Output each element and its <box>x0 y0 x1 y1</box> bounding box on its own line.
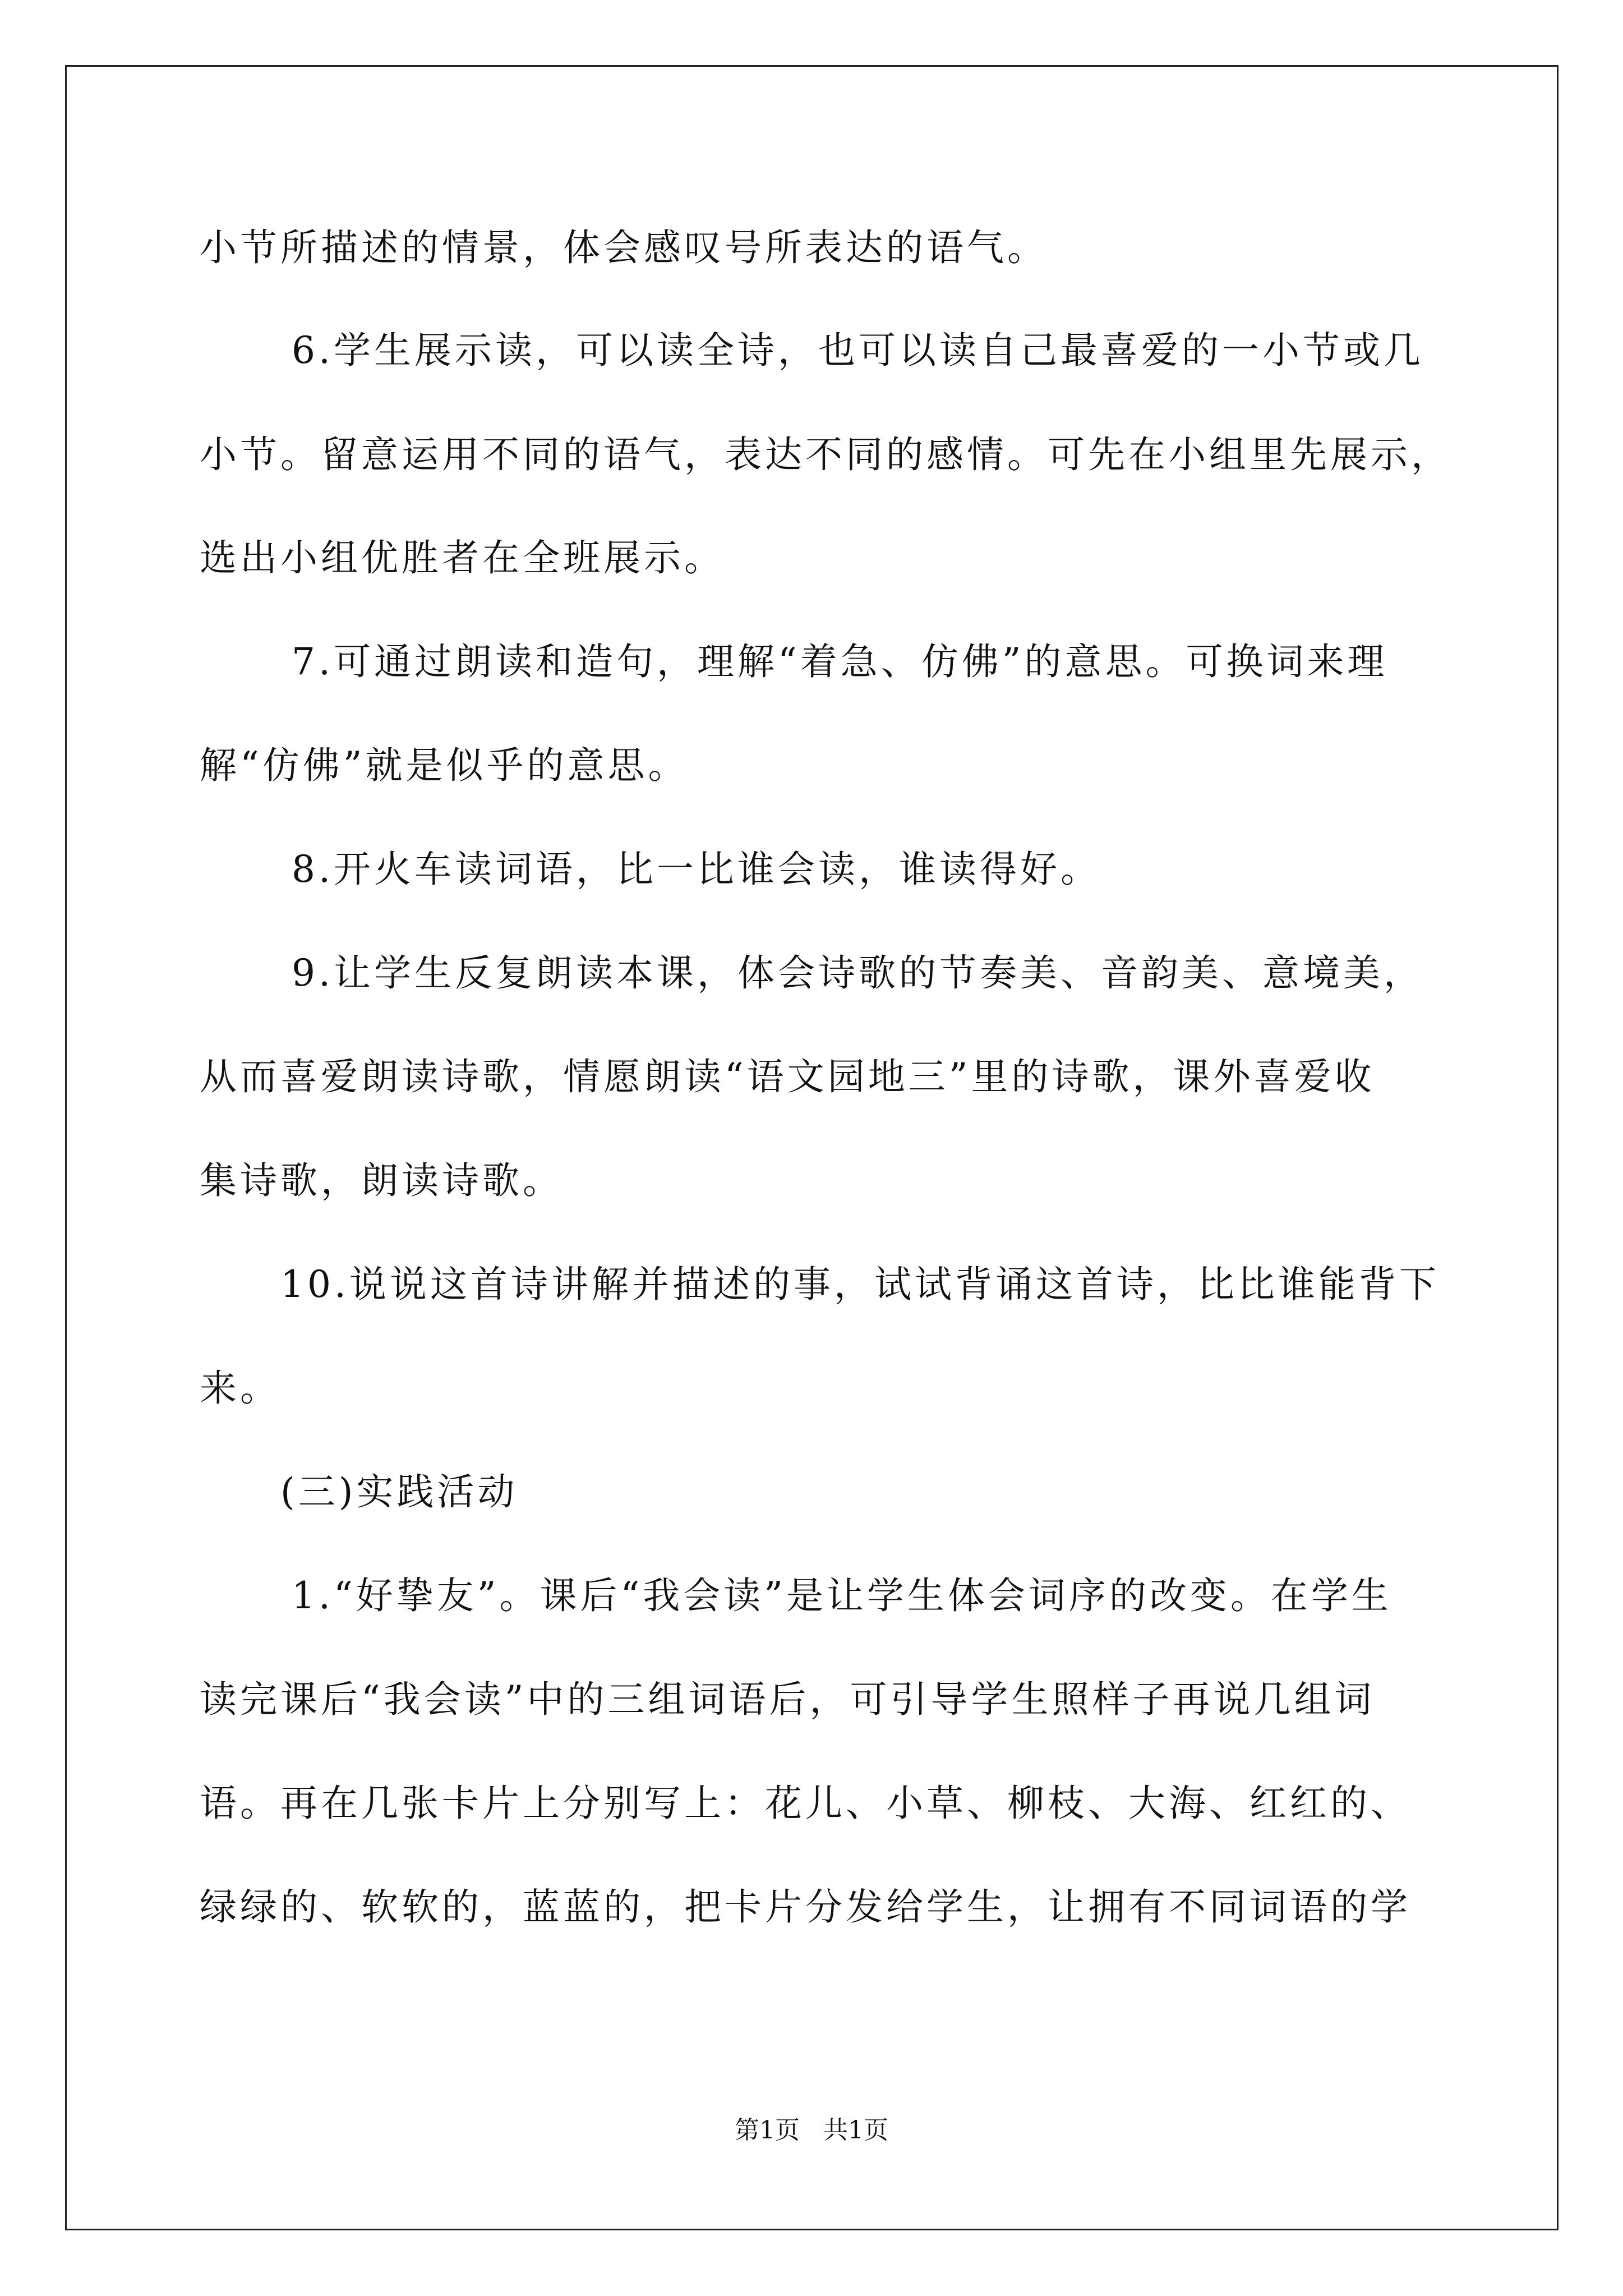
text-line: 1.“好挚友”。课后“我会读”是让学生体会词序的改变。在学生 <box>292 1574 1392 1617</box>
text-line: 绿绿的、软软的，蓝蓝的，把卡片分发给学生，让拥有不同词语的学 <box>200 1885 1411 1929</box>
text-line: 语。再在几张卡片上分别写上：花儿、小草、柳枝、大海、红红的、 <box>200 1782 1411 1825</box>
text-line: 8.开火车读词语，比一比谁会读，谁读得好。 <box>292 848 1101 891</box>
section-heading: (三)实践活动 <box>280 1470 518 1513</box>
text-line: 小节。留意运用不同的语气，表达不同的感情。可先在小组里先展示， <box>200 433 1451 476</box>
text-line: 集诗歌，朗读诗歌。 <box>200 1159 563 1202</box>
text-line: 9.让学生反复朗读本课，体会诗歌的节奏美、音韵美、意境美， <box>292 951 1424 995</box>
text-line: 选出小组优胜者在全班展示。 <box>200 536 725 579</box>
current-page-label: 第1页 <box>735 2116 800 2145</box>
text-line: 10.说说这首诗讲解并描述的事，试试背诵这首诗，比比谁能背下 <box>280 1263 1440 1306</box>
text-line: 读完课后“我会读”中的三组词语后，可引导学生照样子再说几组词 <box>200 1678 1375 1721</box>
page-footer <box>0 2114 1623 2147</box>
text-line: 解“仿佛”就是似乎的意思。 <box>200 744 689 787</box>
text-line: 7.可通过朗读和造句，理解“着急、仿佛”的意思。可换词来理 <box>292 640 1388 683</box>
text-line: 从而喜爱朗读诗歌，情愿朗读“语文园地三”里的诗歌，课外喜爱收 <box>200 1055 1375 1098</box>
text-line: 来。 <box>200 1366 280 1410</box>
text-line: 6.学生展示读，可以读全诗，也可以读自己最喜爱的一小节或几 <box>292 329 1424 372</box>
total-pages-label: 共1页 <box>823 2116 888 2145</box>
text-line: 小节所描述的情景，体会感叹号所表达的语气。 <box>200 226 1048 269</box>
